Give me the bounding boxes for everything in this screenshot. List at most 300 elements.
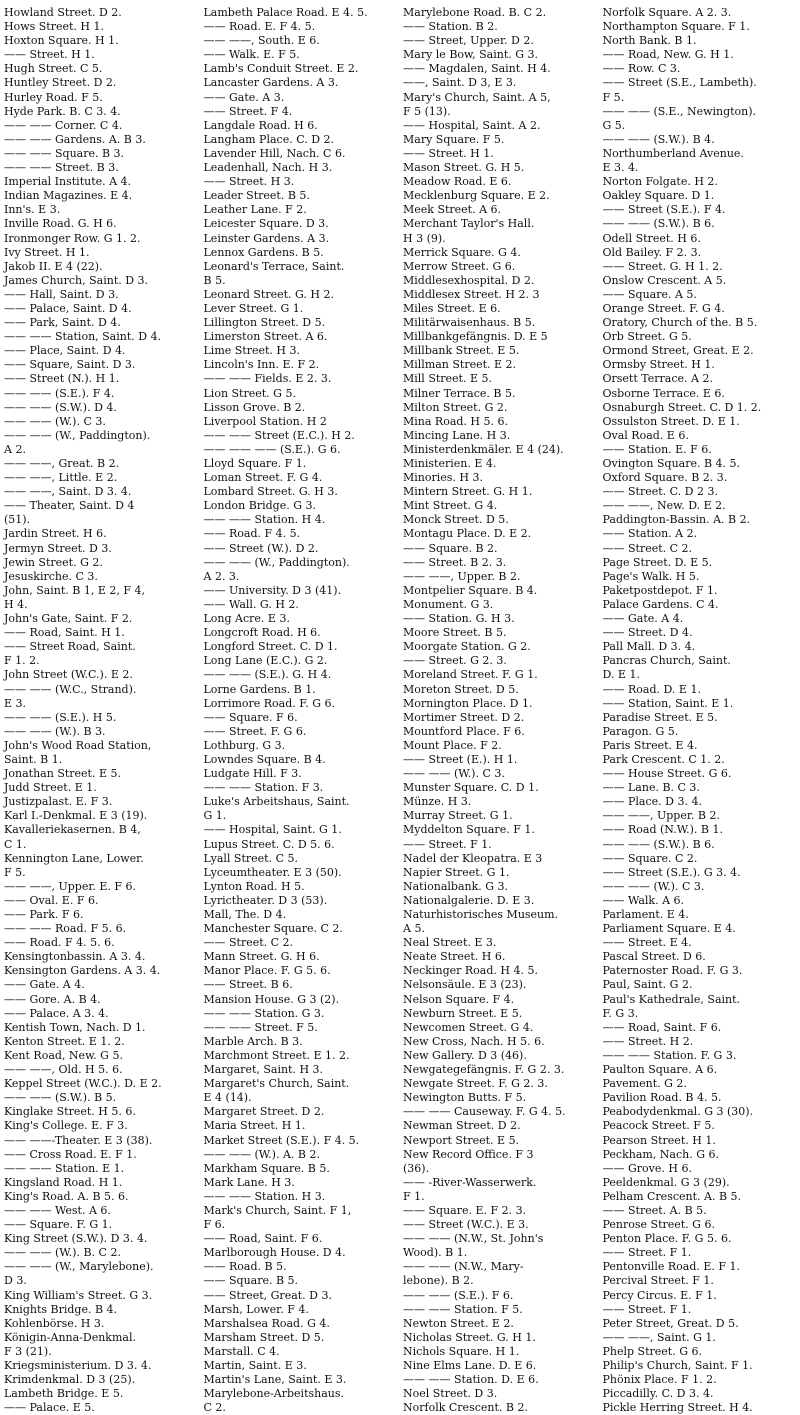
index-entry: —— Road. F 4. 5. [203,527,301,541]
index-entry: —— Palace. E 5. [4,1401,95,1415]
index-entry: —— —— (W.C., Strand). [4,682,137,696]
index-entry: Kavalleriekasernen. B 4, [4,823,141,837]
index-entry: Phelp Street. G 6. [602,1344,702,1358]
index-entry: Mark's Church, Saint. F 1, [203,1203,352,1217]
index-entry: Paradise Street. E 5. [602,710,718,724]
index-entry: —— —— (W.). B. C 2. [4,1246,121,1260]
index-entry: Northampton Square. F 1. [602,20,750,34]
index-entry: Peckham, Nach. G 6. [602,1147,720,1161]
index-entry: Luke's Arbeitshaus, Saint. [203,795,350,809]
index-entry: —— Road. B 5. [203,1260,287,1274]
index-entry: Meadow Road. E 6. [403,175,512,189]
index-entry: Ovington Square. B 4. 5. [602,457,741,470]
index-entry: Mann Street. G. H 6. [203,950,320,964]
index-entry: —— Street. B 6. [203,978,293,992]
index-entry: Jardin Street. H 6. [4,527,107,541]
index-entry: Mary's Church, Saint. A 5, [403,90,551,104]
index-entry: —— Street. G. H 1. 2. [602,259,723,273]
index-entry: F. G 3. [602,1006,639,1020]
index-entry: Neckinger Road. H 4. 5. [403,964,538,978]
index-entry: —— Row. C 3. [602,62,681,76]
index-entry: John, Saint. B 1, E 2, F 4, [4,583,146,597]
index-entry: —— Street (S.E.). G 3. 4. [602,865,741,879]
index-entry: —— Lane. B. C 3. [602,781,700,795]
index-entry: Paketpostdepot. F 1. [602,583,718,597]
index-entry: —— Square. B 2. [403,541,498,555]
index-entry: —— Street. B 2. 3. [403,555,507,569]
index-entry: Lyceumtheater. E 3 (50). [203,865,342,879]
index-column-4 [602,6,797,1415]
index-entry: Pearson Street. H 1. [602,1133,716,1147]
index-entry: Orb Street. G 5. [602,330,692,344]
index-entry: Parliament Square. E 4. [602,922,736,936]
index-entry: Munster Square. C. D 1. [403,781,539,795]
index-entry: Kenton Street. E 1. 2. [4,1034,125,1048]
index-entry: Millman Street. E 2. [403,358,517,372]
index-entry: lebone). B 2. [403,1274,474,1288]
index-entry: Lyrictheater. D 3 (53). [203,893,328,907]
index-entry: —— Magdalen, Saint. H 4. [403,62,551,76]
index-entry: C 1. [4,837,27,851]
index-entry: Long Lane (E.C.). G 2. [203,654,328,668]
index-entry: Peabodydenkmal. G 3 (30). [602,1105,754,1119]
index-entry: —— Street (S.E.). F 4. [602,203,726,217]
index-entry: —— Square. F 6. [203,710,298,724]
index-column-2 [203,6,398,1415]
index-entry: —— ——, Little. E 2. [4,471,118,485]
index-entry: Lancaster Gardens. A 3. [203,76,339,90]
index-entry: H 3 (9). [403,231,446,245]
index-entry: Merrow Street. G 6. [403,259,516,273]
index-entry: Markham Square. B 5. [203,1161,330,1175]
index-entry: —— Street. C 2. [602,541,693,555]
index-entry: —— —— Station, Saint. D 4. [4,330,162,344]
index-entry: Longcroft Road. H 6. [203,626,321,640]
index-entry: John's Gate, Saint. F 2. [4,612,133,626]
index-entry: Lynton Road. H 5. [203,879,305,893]
index-entry: Naturhistorisches Museum. [403,908,559,921]
index-entry: Moore Street. B 5. [403,626,507,640]
index-entry: Leinster Gardens. A 3. [203,231,330,245]
index-entry: Marsham Street. D 5. [203,1330,325,1344]
index-entry: Manor Place. F. G 5. 6. [203,964,331,978]
index-entry: —— Station. A 2. [602,527,698,541]
index-entry: Myddelton Square. F 1. [403,823,535,837]
index-entry: Marsh, Lower. F 4. [203,1302,309,1316]
index-entry: F 3 (21). [4,1344,52,1358]
index-entry: —— Hall, Saint. D 3. [4,287,119,301]
index-entry: —— Square. A 5. [602,287,697,301]
index-entry: Orange Street. F. G 4. [602,301,725,315]
index-entry: F 6. [203,1218,226,1232]
index-entry: —— Road, Saint. F 6. [602,1020,722,1034]
index-entry: —— ——, Saint. G 1. [602,1330,716,1344]
index-entry: King's Road. A. B 5. 6. [4,1189,129,1203]
index-entry: Hows Street. H 1. [4,20,105,34]
index-entry: Northumberland Avenue. [602,146,744,160]
index-entry: Krimdenkmal. D 3 (25). [4,1373,136,1387]
index-entry: —— Palace, Saint. D 4. [4,301,132,315]
index-entry: Hyde Park. B. C 3. 4. [4,104,121,118]
index-entry: Kriegsministerium. D 3. 4. [4,1359,152,1372]
index-entry: Mason Street. G. H 5. [403,161,525,175]
index-entry: Lisson Grove. B 2. [203,400,306,414]
index-entry: ——, Saint. D 3, E 3. [403,76,517,90]
index-entry: Lavender Hill, Nach. C 6. [203,146,346,160]
index-entry: —— —— (S.W.). B 4. [602,132,715,146]
index-entry: —— —— (S.W.). D 4. [4,400,117,414]
index-entry: Pall Mall. D 3. 4. [602,640,696,654]
index-entry: —— Street. A. B 5. [602,1203,707,1217]
index-entry: Milner Terrace. B 5. [403,386,516,400]
index-entry: Mount Place. F 2. [403,738,502,752]
index-entry: —— Cross Road. E. F 1. [4,1147,137,1161]
index-entry: —— ——, Great. B 2. [4,457,120,470]
index-entry: Kent Road, New. G 5. [4,1048,123,1062]
index-entry: —— Road. D. E 1. [602,682,701,696]
index-entry: Marchmont Street. E 1. 2. [203,1048,350,1062]
index-entry: Mark Lane. H 3. [203,1175,295,1189]
index-entry: Page's Walk. H 5. [602,569,700,583]
index-entry: Jewin Street. G 2. [4,555,103,569]
index-entry: Ormsby Street. H 1. [602,358,715,372]
index-entry: —— Place. D 3. 4. [602,795,702,809]
index-entry: Marstall. C 4. [203,1344,280,1358]
index-entry: —— Street (W.). D 2. [203,541,319,555]
index-entry: —— Road, New. G. H 1. [602,48,734,62]
index-entry: Knights Bridge. B 4. [4,1302,118,1316]
index-entry: —— —— (S.W.). B 6. [602,837,715,851]
index-entry: Mincing Lane. H 3. [403,428,511,442]
index-entry: —— Station. E. F 6. [602,442,712,456]
index-entry: Marshalsea Road. G 4. [203,1316,330,1330]
index-entry: Mary le Bow, Saint. G 3. [403,48,539,62]
index-entry: —— Street. C 2. [203,936,294,950]
index-entry: Longford Street. C. D 1. [203,640,338,654]
index-entry: Oval Road. E 6. [602,428,689,442]
index-entry: Miles Street. E 6. [403,301,501,315]
index-entry: F 1. 2. [4,654,40,668]
index-entry: Murray Street. G 1. [403,809,513,823]
index-entry: Hoxton Square. H 1. [4,34,119,48]
index-entry: —— Street. D 4. [602,626,693,640]
index-entry: Ironmonger Row. G 1. 2. [4,231,141,245]
index-entry: —— Street. F 4. [203,104,293,118]
index-entry: (36). [403,1161,430,1175]
index-entry: Loman Street. F. G 4. [203,471,323,485]
index-entry: (51). [4,513,31,527]
index-entry: Nationalbank. G 3. [403,879,509,893]
index-entry: King Street (S.W.). D 3. 4. [4,1232,148,1246]
index-entry: Paul, Saint. G 2. [602,978,693,992]
index-entry: New Record Office. F 3 [403,1147,534,1161]
index-entry: —— —— Street. F 5. [203,1020,318,1034]
index-entry: Liverpool Station. H 2 [203,414,327,428]
index-entry: Howland Street. D 2. [4,6,122,19]
index-entry: Hugh Street. C 5. [4,62,103,76]
index-entry: —— Square. B 5. [203,1274,299,1288]
index-entry: John's Wood Road Station, [4,738,152,752]
index-entry: F 5. [4,865,26,879]
index-entry: Leader Street. B 5. [203,189,310,203]
index-entry: Martin, Saint. E 3. [203,1359,307,1372]
index-entry: Imperial Institute. A 4. [4,175,132,189]
index-entry: —— —— Street (E.C.). H 2. [203,428,355,442]
index-entry: Moreton Street. D 5. [403,682,519,696]
index-entry: —— Wall. G. H 2. [203,597,299,611]
index-entry: Oakley Square. D 1. [602,189,715,203]
index-entry: —— —— (S.E.). H 5. [4,710,117,724]
index-entry: Pancras Church, Saint. [602,654,731,668]
index-entry: Nationalgalerie. D. E 3. [403,893,535,907]
index-entry: Leonard's Terrace, Saint. [203,259,345,273]
index-entry: —— Street. F. G 6. [203,724,307,738]
index-entry: Manchester Square. C 2. [203,922,343,936]
index-entry: E 3. 4. [602,161,639,175]
index-entry: Newburn Street. E 5. [403,1006,523,1020]
index-entry: —— Street Road, Saint. [4,640,136,654]
index-entry: Kensington Gardens. A 3. 4. [4,964,161,978]
index-entry: —— ——, Upper. B 2. [602,809,720,823]
index-entry: Huntley Street. D 2. [4,76,117,90]
index-entry: Marylebone Road. B. C 2. [403,6,547,19]
index-entry: —— —— (W.). C 3. [4,414,106,428]
index-entry: —— —— Causeway. F. G 4. 5. [403,1105,566,1119]
index-entry: King's College. E. F 3. [4,1119,128,1133]
index-entry: Osborne Terrace. E 6. [602,386,725,400]
index-entry: North Bank. B 1. [602,34,697,48]
index-entry: Market Street (S.E.). F 4. 5. [203,1133,360,1147]
index-entry: Hurley Road. F 5. [4,90,103,104]
index-entry: B 5. [203,273,226,287]
index-entry: Mall, The. D 4. [203,908,287,921]
index-entry: Lyall Street. C 5. [203,851,298,865]
index-entry: Kinglake Street. H 5. 6. [4,1105,136,1119]
index-entry: Mansion House. G 3 (2). [203,992,340,1006]
index-entry: James Church, Saint. D 3. [4,273,149,287]
index-entry: Peeldenkmal. G 3 (29). [602,1175,730,1189]
index-entry: Pentonville Road. E. F 1. [602,1260,741,1274]
index-entry: Middlesexhospital. D 2. [403,273,535,287]
index-entry: Percy Circus. E. F 1. [602,1288,717,1302]
index-entry: Paris Street. E 4. [602,738,698,752]
index-entry: —— Street (W.C.). E 3. [403,1218,529,1232]
index-entry: Newton Street. E 2. [403,1316,514,1330]
index-entry: Minories. H 3. [403,471,483,485]
index-entry: Parlament. E 4. [602,908,689,921]
index-entry: Königin-Anna-Denkmal. [4,1330,136,1344]
index-entry: Moreland Street. F. G 1. [403,668,538,682]
index-entry: Limerston Street. A 6. [203,330,328,344]
index-entry: A 5. [403,922,425,936]
index-entry: F 1. [403,1189,425,1203]
index-entry: Inn's. E 3. [4,203,61,217]
index-entry: Lillington Street. D 5. [203,316,326,330]
index-entry: Lime Street. H 3. [203,344,300,358]
index-entry: Justizpalast. E. F 3. [4,795,113,809]
index-entry: —— —— Fields. E 2. 3. [203,372,332,386]
index-entry: —— —— (S.E., Newington). [602,104,757,118]
index-entry: —— Street (E.). H 1. [403,752,518,766]
index-entry: —— —— (S.E.). G. H 4. [203,668,332,682]
index-entry: —— —— (W.). A. B 2. [203,1147,320,1161]
index-entry: E 4 (14). [203,1091,252,1105]
index-entry: Margaret's Church, Saint. [203,1077,350,1091]
index-entry: Moorgate Station. G 2. [403,640,531,654]
index-entry: —— Road (N.W.). B 1. [602,823,723,837]
index-entry: Lothburg. G 3. [203,738,286,752]
index-entry: —— Street. E 4. [602,936,692,950]
index-entry: —— Street. F 1. [602,1302,692,1316]
index-entry: —— Street, Upper. D 2. [403,34,534,48]
index-entry: —— —— (W., Paddington). [203,555,350,569]
index-entry: Newman Street. D 2. [403,1119,521,1133]
index-entry: Marylebone-Arbeitshaus. [203,1387,345,1401]
index-entry: —— ——, Upper. E. F 6. [4,879,137,893]
index-entry: Mina Road. H 5. 6. [403,414,508,428]
index-entry: —— —— Square. B 3. [4,146,125,160]
index-entry: Norfolk Square. A 2. 3. [602,6,732,19]
index-entry: Newington Butts. F 5. [403,1091,527,1105]
index-entry: —— Street. C. D 2 3. [602,485,718,499]
index-entry: —— Gore. A. B 4. [4,992,101,1006]
index-entry: Lloyd Square. F 1. [203,457,307,470]
index-entry: Paulton Square. A 6. [602,1063,718,1077]
index-entry: —— Street. H 2. [602,1034,694,1048]
index-entry: —— ——, South. E 6. [203,34,320,48]
index-entry: —— House Street. G 6. [602,767,732,781]
index-entry: New Cross, Nach. H 5. 6. [403,1034,545,1048]
index-entry: Ivy Street. H 1. [4,245,90,259]
index-entry: Leonard Street. G. H 2. [203,287,334,301]
index-entry: G 5. [602,118,626,132]
index-entry: Mary Square. F 5. [403,132,505,146]
index-entry: —— Gate. A 3. [203,90,285,104]
index-entry: Onslow Crescent. A 5. [602,273,727,287]
index-entry: Phönix Place. F 1. 2. [602,1373,717,1387]
index-entry: —— —— Gardens. A. B 3. [4,132,146,146]
index-entry: —— —— (N.W., St. John's [403,1232,544,1246]
index-entry: —— —— (S.E.). F 4. [4,386,115,400]
index-entry: Percival Street. F 1. [602,1274,714,1288]
index-entry: Pascal Street. D 6. [602,950,706,964]
index-entry: —— —— Station. F 3. [203,781,324,795]
index-entry: —— Street. H 1. [4,48,95,62]
index-entry: Lamb's Conduit Street. E 2. [203,62,359,76]
index-entry: —— Palace. A 3. 4. [4,1006,109,1020]
index-entry: —— Station. B 2. [403,20,498,34]
index-entry: Noel Street. D 3. [403,1387,498,1401]
index-entry: —— Street. G 2. 3. [403,654,507,668]
index-entry: Margaret Street. D 2. [203,1105,325,1119]
index-entry: Merrick Square. G 4. [403,245,521,259]
index-entry: —— —— West. A 6. [4,1203,111,1217]
index-entry: —— —— Station. H 3. [203,1189,326,1203]
index-entry: Nine Elms Lane. D. E 6. [403,1359,537,1372]
index-entry: New Gallery. D 3 (46). [403,1048,527,1062]
index-entry: —— Square, Saint. D 3. [4,358,136,372]
index-entry: Jesuskirche. C 3. [4,569,98,583]
index-entry: —— Road, Saint. H 1. [4,626,125,640]
index-entry: Newport Street. E 5. [403,1133,520,1147]
index-entry: —— ——, Old. H 5. 6. [4,1063,123,1077]
index-entry: —— Walk. E. F 5. [203,48,300,62]
index-entry: —— Station. G. H 3. [403,612,515,626]
index-entry: —— ——, Saint. D 3. 4. [4,485,132,499]
index-entry: —— —— Road. F 5. 6. [4,922,127,936]
index-entry: Lorne Gardens. B 1. [203,682,316,696]
index-entry: Kohlenbörse. H 3. [4,1316,105,1330]
index-entry: Napier Street. G 1. [403,865,510,879]
index-entry: F 5 (13). [403,104,451,118]
index-entry: Oratory, Church of the. B 5. [602,316,758,330]
index-entry: Leather Lane. F 2. [203,203,307,217]
index-entry: Monument. G 3. [403,597,494,611]
index-entry: Mill Street. E 5. [403,372,492,386]
index-entry: C 2. [203,1401,226,1415]
index-entry: —— Theater, Saint. D 4 [4,499,135,513]
index-entry: D. E 1. [602,668,640,682]
index-entry: Meek Street. A 6. [403,203,502,217]
index-entry: Milton Street. G 2. [403,400,508,414]
index-entry: Münze. H 3. [403,795,472,809]
index-entry: —— —— (W., Paddington). [4,428,151,442]
index-entry: Long Acre. E 3. [203,612,290,626]
index-entry: —— —— (S.W.). B 6. [602,217,715,231]
index-entry: Park Crescent. C 1. 2. [602,752,725,766]
index-entry: —— Oval. E. F 6. [4,893,99,907]
index-entry: —— Road. E. F 4. 5. [203,20,316,34]
index-entry: —— ——-Theater. E 3 (38). [4,1133,153,1147]
index-entry: Kingsland Road. H 1. [4,1175,123,1189]
index-column-1 [4,6,198,1415]
index-entry: Peacock Street. F 5. [602,1119,715,1133]
index-entry: Lambeth Palace Road. E 4. 5. [203,6,368,19]
index-column-3 [403,6,597,1415]
index-entry: F 5. [602,90,625,104]
index-entry: G 1. [203,809,227,823]
index-entry: Keppel Street (W.C.). D. E 2. [4,1077,162,1091]
index-entry: —— —— (W., Marylebone). [4,1260,154,1274]
index-entry: Mortimer Street. D 2. [403,710,525,724]
index-entry: Orsett Terrace. A 2. [602,372,713,386]
index-entry: Newgategefängnis. F. G 2. 3. [403,1063,565,1077]
index-entry: —— —— Street. B 3. [4,161,119,175]
index-entry: Norfolk Crescent. B 2. [403,1401,528,1415]
index-entry: Millbank Street. E 5. [403,344,520,358]
index-entry: —— Park, Saint. D 4. [4,316,121,330]
index-entry: Margaret, Saint. H 3. [203,1063,324,1077]
index-entry: —— Park. F 6. [4,908,84,921]
index-entry: —— —— Station. F 5. [403,1302,523,1316]
index-entry: Mecklenburg Square. E 2. [403,189,550,203]
index-entry: Martin's Lane, Saint. E 3. [203,1373,347,1387]
index-entry: Indian Magazines. E 4. [4,189,133,203]
index-entry: —— Street, Great. D 3. [203,1288,332,1302]
index-entry: London Bridge. G 3. [203,499,316,513]
index-entry: A 2. 3. [203,569,240,583]
index-entry: —— —— Station. D. E 6. [403,1373,539,1387]
index-entry: D 3. [4,1274,27,1288]
index-entry: —— Street (S.E., Lambeth). [602,76,757,90]
index-entry: Kensingtonbassin. A 3. 4. [4,950,146,964]
index-entry: Ministerien. E 4. [403,457,497,470]
index-entry: —— —— Station. F. G 3. [602,1048,737,1062]
index-entry: Lupus Street. C. D 5. 6. [203,837,335,851]
index-entry: —— University. D 3 (41). [203,583,342,597]
index-entry: Pelham Crescent. A. B 5. [602,1189,742,1203]
index-entry: Lombard Street. G. H 3. [203,485,338,499]
